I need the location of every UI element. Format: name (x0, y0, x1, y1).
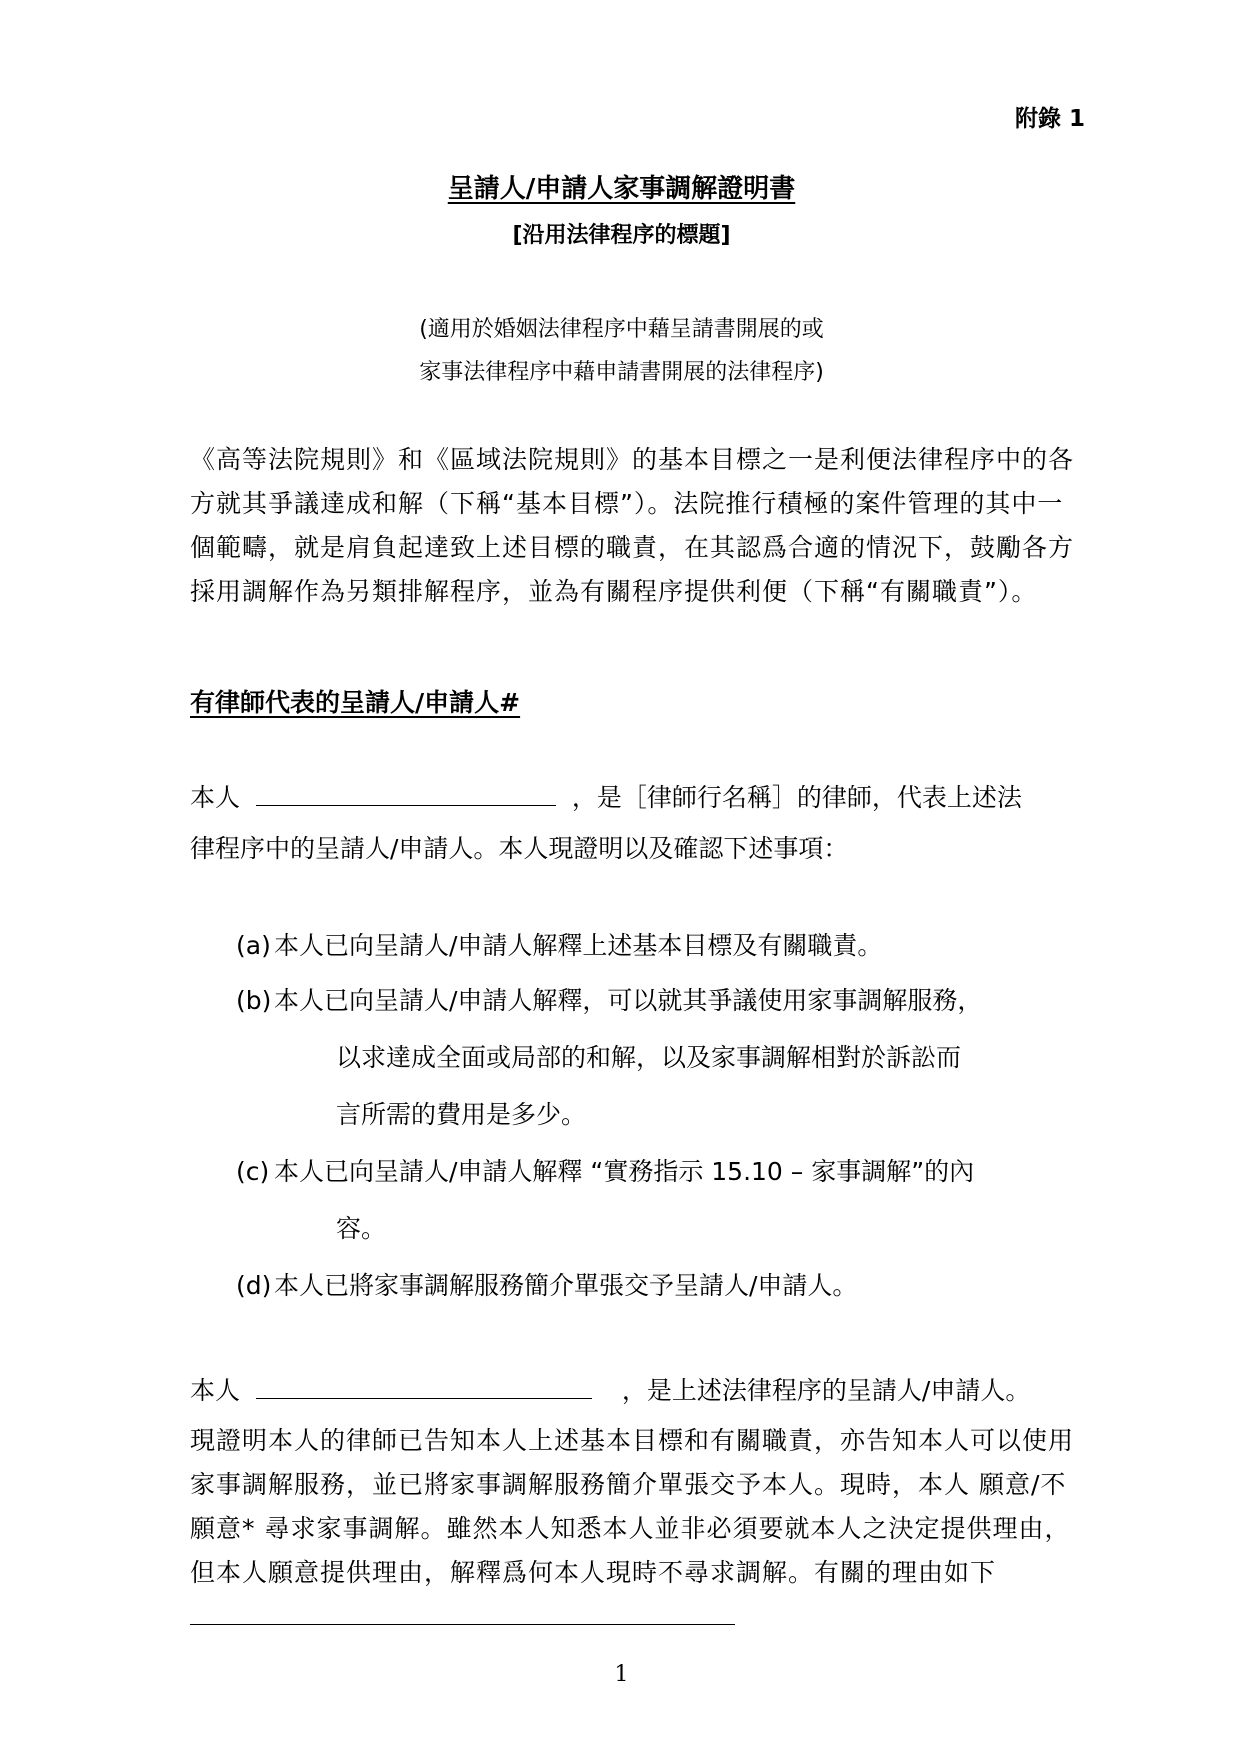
section-heading: 有律師代表的呈請人/申請人# (190, 688, 521, 717)
solicitor-prefix: 本人 (190, 783, 241, 812)
petitioner-name-blank[interactable] (256, 1376, 592, 1399)
document-subtitle: [沿用法律程序的標題] (512, 223, 731, 248)
list-item-a: (a) 本人已向呈請人/申請人解釋上述基本目標及有關職責。 (236, 931, 883, 960)
scope-line-1: (適用於婚姻法律程序中藉呈請書開展的或 (419, 317, 824, 342)
list-item-b-line-3: 言所需的費用是多少。 (336, 1100, 587, 1129)
page-number: 1 (614, 1662, 629, 1687)
document-title: 呈請人/申請人家事調解證明書 (447, 174, 796, 204)
list-item-d: (d) 本人已將家事調解服務簡介單張交予呈請人/申請人。 (236, 1271, 858, 1300)
petitioner-suffix: ，是上述法律程序的呈請人/申請人。 (621, 1376, 1031, 1405)
petitioner-paragraph: 現證明本人的律師已告知本人上述基本目標和有關職責，亦告知本人可以使用家事調解服務，並已將家事調解服務簡介單張交予本人。現時，本人 願意/不願意* 尋求家事調解。雖然本人知悉本人並非必須要就本人之決定提供理由，但本人願意提供理由，解釋爲何本人現時不尋求調解。有關的理由如下 (190, 1419, 1085, 1649)
appendix-label: 附錄 1 (1014, 106, 1085, 132)
list-item-c: (c) 本人已向呈請人/申請人解釋 “實務指示 15.10 – 家事調解”的內 (236, 1157, 975, 1186)
list-item-c-line-2: 容。 (336, 1214, 387, 1243)
solicitor-suffix: ，是［律師行名稱］的律師，代表上述法 (571, 783, 1022, 812)
reason-blank[interactable] (190, 1602, 735, 1625)
scope-line-2: 家事法律程序中藉申請書開展的法律程序) (419, 360, 824, 385)
solicitor-name-blank[interactable] (256, 783, 556, 806)
solicitor-line-2: 律程序中的呈請人/申請人。本人現證明以及確認下述事項： (190, 834, 849, 863)
list-item-b: (b) 本人已向呈請人/申請人解釋，可以就其爭議使用家事調解服務， (236, 986, 983, 1015)
petitioner-line-1 (190, 1371, 1030, 1407)
solicitor-line-1 (190, 778, 1022, 814)
intro-paragraph: 《高等法院規則》和《區域法院規則》的基本目標之一是利便法律程序中的各方就其爭議達成和解（下稱“基本目標”）。法院推行積極的案件管理的其中一個範疇，就是肩負起達致上述目標的職責，在其認爲合適的情況下，鼓勵各方採用調解作為另類排解程序，並為有關程序提供利便（下稱“有關職責”）。 (190, 445, 1075, 606)
list-item-b-line-2: 以求達成全面或局部的和解，以及家事調解相對於訴訟而 (336, 1043, 962, 1072)
petitioner-prefix: 本人 (190, 1376, 241, 1405)
